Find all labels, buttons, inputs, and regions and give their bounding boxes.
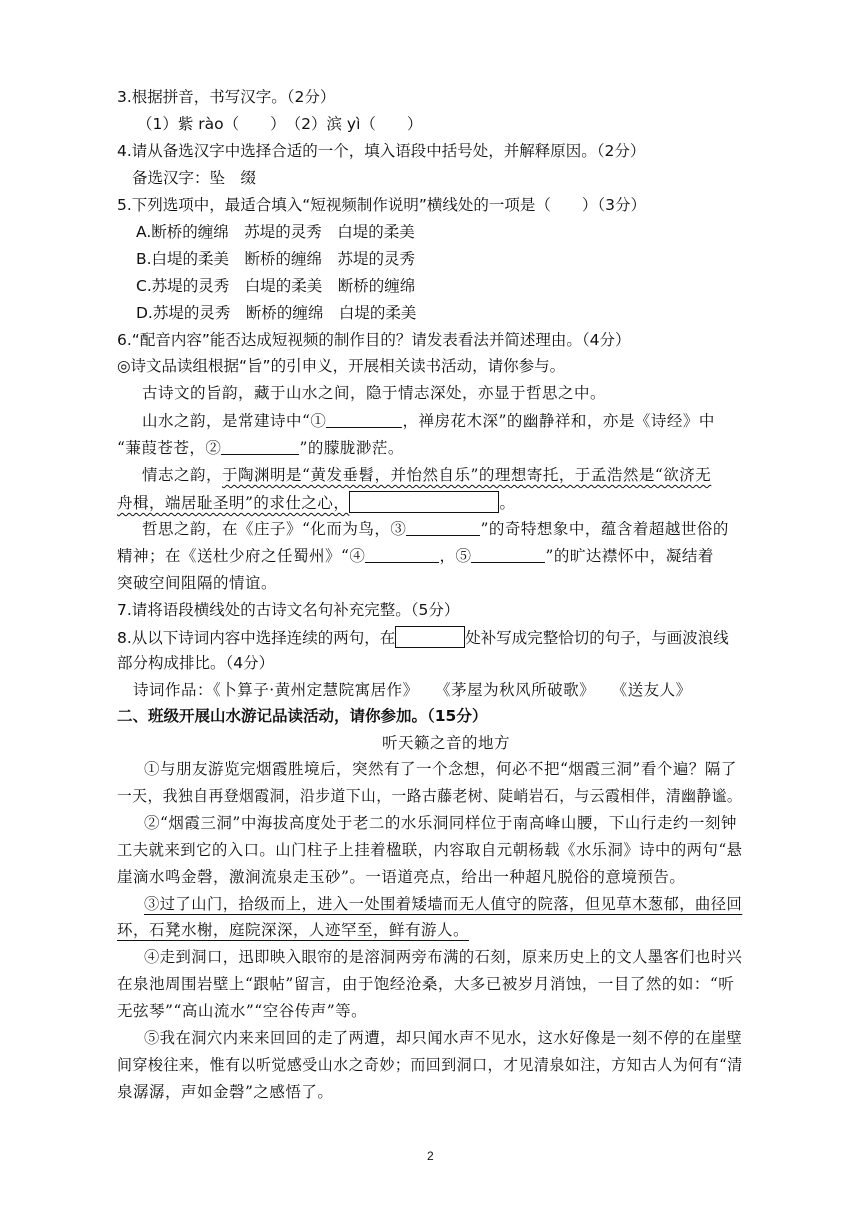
poetry-p4-d: ，⑤ [439,547,472,565]
para3-line1 [144,893,742,915]
poetry-p4-e: ”的旷达襟怀中，凝结着 [545,547,714,565]
poetry-p3-wavy-1: 于陶渊明是“黄发垂髫，并怡然自乐”的理想寄托，于孟浩然是“欲济无 [222,466,712,484]
blank-1[interactable] [326,411,402,428]
poetry-p3-line2 [117,491,515,514]
para5-line1: ⑤我在洞穴内来来回回的走了两遭，却只闻水声不见水，这水好像是一刻不停的在崖壁 [144,1029,743,1047]
poetry-p4-line1 [142,518,729,540]
poetry-p2-line1 [142,410,715,432]
q8-title-a: 8.从以下诗词内容中选择连续的两句，在 [117,629,396,647]
poetry-p2-d: ”的朦胧渺茫。 [299,439,404,457]
answer-box[interactable] [349,491,499,513]
q4-choices: 备选汉字：坠 缀 [132,169,257,187]
blank-4[interactable] [365,546,439,563]
para5-line3: 泉潺潺，声如金磬”之感悟了。 [117,1083,334,1101]
para2-line2: 工夫就来到它的入口。山门柱子上挂着楹联，内容取自元朝杨载《水乐洞》诗中的两句“悬 [117,841,743,859]
para4-line1: ④走到洞口，迅即映入眼帘的是溶洞两旁布满的石刻，原来历史上的文人墨客们也时兴 [144,948,743,966]
section2-title: 二、班级开展山水游记品读活动，请你参加。（15分） [117,707,488,725]
q5-option-d: D.苏堤的灵秀 断桥的缠绵 白堤的柔美 [136,304,417,322]
q6-title: 6.“配音内容”能否达成短视频的制作目的？请发表看法并简述理由。（4分） [117,331,631,349]
poetry-p4-c: 精神；在《送杜少府之任蜀州》“④ [117,547,366,565]
poetry-p3-end: 。 [499,494,516,512]
q4-title: 4.请从备选汉字中选择合适的一个，填入语段中括号处，并解释原因。（2分） [117,142,646,160]
para4-line2: 在泉池周围岩壁上“跟帖”留言，由于饱经沧桑，大多已被岁月消蚀，一目了然的如：“听 [117,975,735,993]
para1-line2: 一天，我独自再登烟霞洞，沿步道下山，一路古藤老树、陡峭岩石，与云霞相伴，清幽静谧。 [117,787,743,805]
q3-title: 3.根据拼音，书写汉字。（2分） [117,88,336,106]
para2-line1: ②“烟霞三洞”中海拔高度处于老二的水乐洞同样位于南高峰山腰，下山行走约一刻钟 [144,814,737,832]
blank-2[interactable] [221,438,299,455]
q7-title: 7.请将语段横线处的古诗文名句补充完整。（5分） [117,601,460,619]
q8-line1 [117,626,729,649]
q3-items: （1）紫 rào（ ） （2）滨 yì（ ） [137,115,423,133]
poetry-p4-b: ”的奇特想象中，蕴含着超越世俗的 [480,520,729,538]
poetry-p2-c: “蒹葭苍苍，② [117,439,222,457]
poetry-p3-wavy-2: 舟楫，端居耻圣明”的求仕之心， [117,494,350,512]
para1-line1: ①与朋友游览完烟霞胜境后，突然有了一个念想，何必不把“烟霞三洞”看个遍？隔了 [144,760,737,778]
poetry-p4-line2 [117,545,714,567]
para3-line2 [117,919,469,941]
poetry-p4-a: 哲思之韵，在《庄子》“化而为鸟，③ [142,520,407,538]
para4-line3: 无弦琴”“高山流水”“空谷传声”等。 [117,1002,368,1020]
para3-underline-2: 环，石凳水榭，庭院深深，人迹罕至，鲜有游人。 [117,921,470,939]
poetry-p3-a: 情志之韵， [142,466,223,484]
poetry-p3-line1 [142,464,711,486]
poetry-p2-line2 [117,437,404,459]
q8-works: 诗词作品：《卜算子·黄州定慧院寓居作》 《茅屋为秋风所破歌》 《送友人》 [133,681,692,699]
q5-title: 5.下列选项中，最适合填入“短视频制作说明”横线处的一项是（ ）（3分） [117,196,646,214]
q5-option-a: A.断桥的缠绵 苏堤的灵秀 白堤的柔美 [136,223,415,241]
article-title: 听天籁之音的地方 [382,734,511,752]
poetry-p4-f: 突破空间阻隔的情谊。 [117,574,278,592]
page-number: 2 [427,1149,434,1163]
q8-title-b: 处补写成完整恰切的句子，与画波浪线 [465,629,729,647]
poetry-intro: ◎诗文品读组根据“旨”的引申义，开展相关读书活动，请你参与。 [117,357,566,375]
q5-option-b: B.白堤的柔美 断桥的缠绵 苏堤的灵秀 [136,250,416,268]
poetry-p1: 古诗文的旨韵，藏于山水之间，隐于情志深处，亦显于哲思之中。 [142,384,607,402]
blank-3[interactable] [406,519,480,536]
para2-line3: 崖滴水鸣金磬，激涧流泉走玉砂”。一语道亮点，给出一种超凡脱俗的意境预告。 [117,868,686,886]
para5-line2: 间穿梭往来，惟有以听觉感受山水之奇妙；而回到洞口，才见清泉如注，方知古人为何有“清 [117,1056,743,1074]
blank-5[interactable] [471,546,545,563]
q5-option-c: C.苏堤的灵秀 白堤的柔美 断桥的缠绵 [136,277,416,295]
poetry-p2-b: ，禅房花木深”的幽静祥和，亦是《诗经》中 [402,412,715,430]
q8-box[interactable] [395,626,465,648]
para3-underline-1: ③过了山门，拾级而上，进入一处围着矮墙而无人值守的院落，但见草木葱郁，曲径回 [144,895,743,913]
q8-title-c: 部分构成排比。（4分） [117,654,275,672]
poetry-p2-a: 山水之韵，是常建诗中“① [142,412,327,430]
